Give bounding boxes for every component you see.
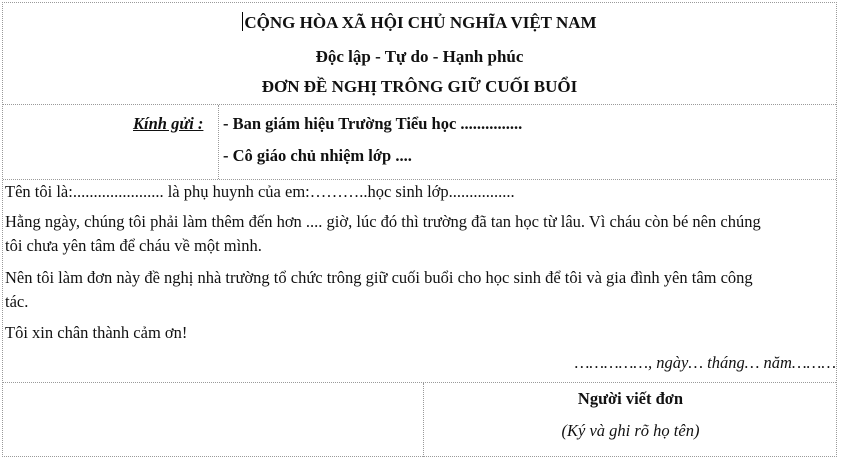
paragraph-2-line-2: tác. bbox=[5, 292, 29, 311]
signature-title: Người viết đơn bbox=[577, 389, 684, 408]
application-form bbox=[2, 2, 837, 457]
country-heading bbox=[3, 12, 836, 33]
paragraph-1-line-2: tôi chưa yên tâm để cháu về một mình. bbox=[5, 236, 262, 255]
date-line: ……………, ngày… tháng… năm……… bbox=[574, 353, 836, 372]
paragraph-2-line-1: Nên tôi làm đơn này đề nghị nhà trường tổ chức trông giữ cuối buổi cho học sinh để tôi và gia đình yên tâm công bbox=[5, 268, 753, 287]
signature-note: (Ký và ghi rõ họ tên) bbox=[561, 421, 700, 440]
document-title: ĐƠN ĐỀ NGHỊ TRÔNG GIỮ CUỐI BUỔI bbox=[261, 77, 578, 96]
divider bbox=[3, 104, 836, 105]
recipient-line-1: - Ban giám hiệu Trường Tiểu học ............... bbox=[223, 114, 523, 133]
recipient-line-2: - Cô giáo chủ nhiệm lớp .... bbox=[223, 146, 412, 165]
motto: Độc lập - Tự do - Hạnh phúc bbox=[315, 47, 524, 66]
recipient-label: Kính gửi : bbox=[133, 114, 204, 133]
thanks-line: Tôi xin chân thành cảm ơn! bbox=[5, 323, 188, 342]
paragraph-1-line-1: Hằng ngày, chúng tôi phải làm thêm đến hơn .... giờ, lúc đó thì trường đã tan học từ lâu. Vì cháu còn bé nên chúng bbox=[5, 212, 761, 231]
applicant-intro: Tên tôi là:...................... là phụ huynh của em:………..học sinh lớp................ bbox=[5, 182, 515, 201]
country-heading-text: CỘNG HÒA XÃ HỘI CHỦ NGHĨA VIỆT NAM bbox=[244, 13, 597, 32]
divider bbox=[218, 105, 219, 179]
divider bbox=[3, 382, 836, 383]
